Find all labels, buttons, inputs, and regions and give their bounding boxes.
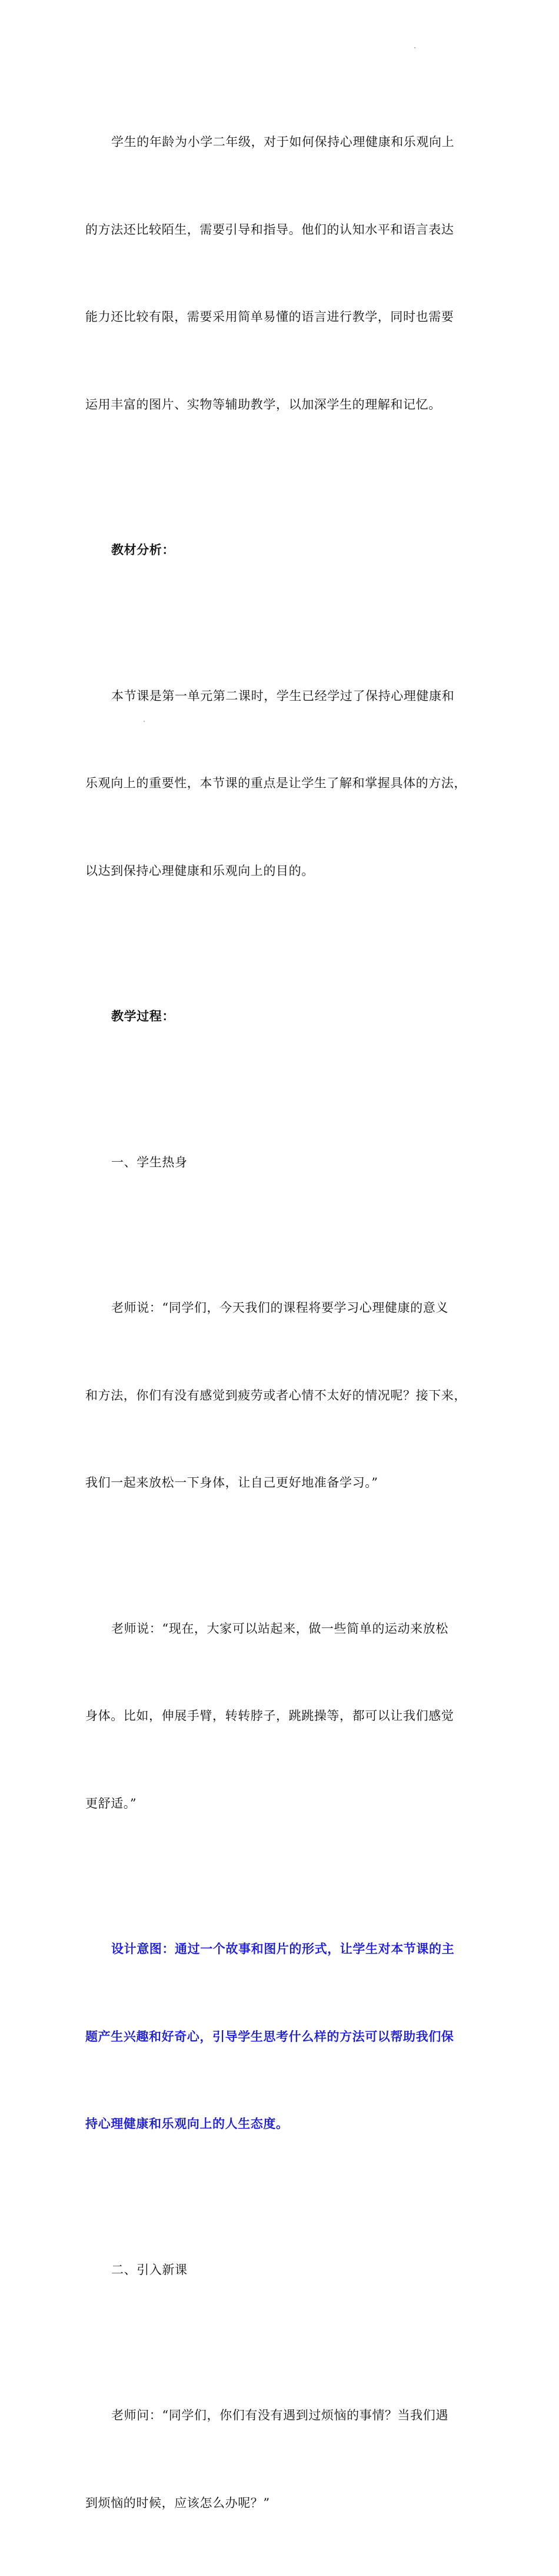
text-line: 的方法还比较陌生，需要引导和指导。他们的认知水平和语言表达	[85, 222, 454, 237]
text-line: 我们一起来放松一下身体，让自己更好地准备学习。”	[85, 1476, 378, 1490]
section-warmup-title	[85, 1090, 481, 1236]
text-line: 和方法，你们有没有感觉到疲劳或者心情不太好的情况呢？接下来，	[85, 1388, 467, 1403]
text-line: 以达到保持心理健康和乐观向上的目的。	[85, 863, 314, 878]
text-line: 一、学生热身	[111, 1155, 188, 1169]
heading-text: 教学过程：	[111, 1009, 175, 1023]
paragraph-teacher-says-2	[85, 1556, 481, 1877]
text-line: 二、引入新课	[111, 2262, 188, 2277]
paragraph-textbook-analysis	[85, 624, 481, 944]
text-line: 运用丰富的图片、实物等辅助教学，以加深学生的理解和记忆。	[85, 397, 441, 412]
text-line: 更舒适。”	[85, 1796, 137, 1811]
page-mark-bottom	[144, 721, 145, 722]
text-line: 乐观向上的重要性，本节课的重点是让学生了解和掌握具体的方法，	[85, 776, 467, 790]
paragraph-student-analysis	[85, 69, 481, 478]
text-line: 身体。比如，伸展手臂，转转脖子，跳跳操等，都可以让我们感觉	[85, 1709, 454, 1723]
page-mark-top	[414, 47, 415, 48]
paragraph-teacher-asks	[85, 2343, 481, 2576]
text-line: 到烦恼的时候，应该怎么办呢？”	[85, 2495, 270, 2510]
text-line: 设计意图：通过一个故事和图片的形式，让学生对本节课的主	[111, 1942, 455, 1956]
heading-teaching-process	[85, 944, 481, 1090]
text-line: 能力还比较有限，需要采用简单易懂的语言进行教学，同时也需要	[85, 310, 454, 324]
paragraph-design-intent	[85, 1877, 481, 2197]
text-line: 本节课是第一单元第二课时，学生已经学过了保持心理健康和	[111, 688, 455, 703]
text-line: 老师问：“同学们，你们有没有遇到过烦恼的事情？当我们遇	[111, 2408, 448, 2422]
heading-text: 教材分析：	[111, 543, 175, 557]
heading-textbook-analysis	[85, 478, 481, 624]
text-line: 老师说：“现在，大家可以站起来，做一些简单的运动来放松	[111, 1621, 448, 1636]
text-line: 老师说：“同学们，今天我们的课程将要学习心理健康的意义	[111, 1301, 448, 1315]
text-line: 持心理健康和乐观向上的人生态度。	[85, 2117, 289, 2131]
text-line: 学生的年龄为小学二年级，对于如何保持心理健康和乐观向上	[111, 135, 455, 149]
text-line: 题产生兴趣和好奇心，引导学生思考什么样的方法可以帮助我们保	[85, 2029, 454, 2044]
paragraph-teacher-says-1	[85, 1235, 481, 1556]
section-new-lesson-title	[85, 2197, 481, 2343]
document-body	[85, 69, 481, 2576]
